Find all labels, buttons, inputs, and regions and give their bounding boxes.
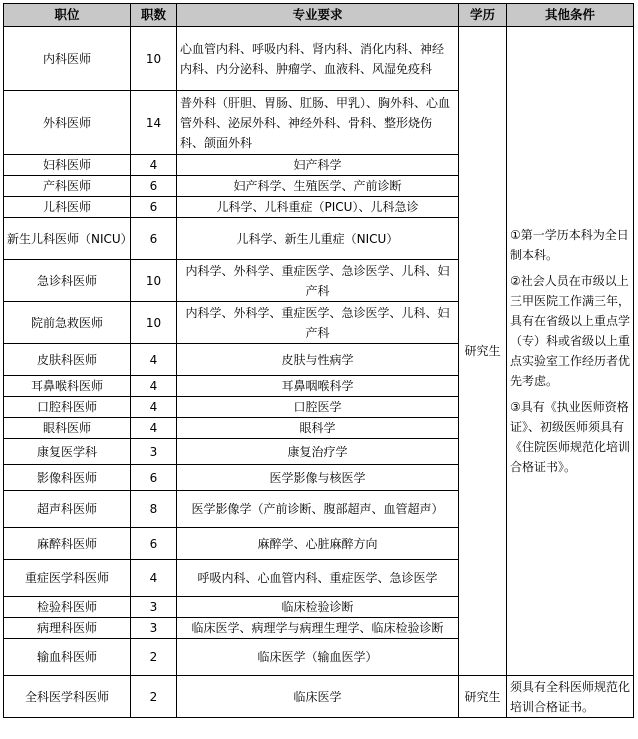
count-cell: 6 — [131, 465, 177, 491]
major-cell: 儿科学、新生儿重症（NICU） — [177, 218, 459, 260]
header-count: 职数 — [131, 4, 177, 27]
major-cell: 儿科学、儿科重症（PICU）、儿科急诊 — [177, 197, 459, 218]
major-cell: 耳鼻咽喉科学 — [177, 376, 459, 397]
count-cell: 10 — [131, 27, 177, 91]
major-cell: 内科学、外科学、重症医学、急诊医学、儿科、妇产科 — [177, 302, 459, 344]
position-cell: 麻醉科医师 — [4, 528, 131, 560]
condition-item: ③具有《执业医师资格证》、初级医师须具有《住院医师规范化培训合格证书》。 — [510, 400, 631, 474]
position-cell: 重症医学科医师 — [4, 560, 131, 597]
major-cell: 医学影像学（产前诊断、腹部超声、血管超声） — [177, 491, 459, 528]
position-cell: 产科医师 — [4, 176, 131, 197]
count-cell: 10 — [131, 302, 177, 344]
position-cell: 妇科医师 — [4, 155, 131, 176]
position-cell: 院前急救医师 — [4, 302, 131, 344]
position-cell: 皮肤科医师 — [4, 344, 131, 376]
count-cell: 4 — [131, 560, 177, 597]
position-cell: 检验科医师 — [4, 597, 131, 618]
condition-item: ②社会人员在市级以上三甲医院工作满三年，具有在省级以上重点学（专）科或省级以上重点实验室工作经历者优先考虑。 — [510, 274, 631, 388]
count-cell: 4 — [131, 397, 177, 418]
position-cell: 耳鼻喉科医师 — [4, 376, 131, 397]
count-cell: 3 — [131, 618, 177, 639]
position-cell: 外科医师 — [4, 91, 131, 155]
count-cell: 4 — [131, 418, 177, 439]
major-cell: 眼科学 — [177, 418, 459, 439]
major-cell: 普外科（肝胆、胃肠、肛肠、甲乳）、胸外科、心血管外科、泌尿外科、神经外科、骨科、整形烧伤科、颌面外科 — [177, 91, 459, 155]
header-row — [4, 4, 634, 27]
table-row — [4, 676, 634, 718]
position-cell: 影像科医师 — [4, 465, 131, 491]
header-conditions: 其他条件 — [507, 4, 634, 27]
count-cell: 6 — [131, 176, 177, 197]
position-cell: 新生儿科医师（NICU） — [4, 218, 131, 260]
major-cell: 临床医学（输血医学） — [177, 639, 459, 676]
count-cell: 4 — [131, 376, 177, 397]
count-cell: 2 — [131, 639, 177, 676]
position-cell: 口腔科医师 — [4, 397, 131, 418]
major-cell: 临床医学 — [177, 676, 459, 718]
count-cell: 4 — [131, 344, 177, 376]
count-cell: 10 — [131, 260, 177, 302]
header-education: 学历 — [459, 4, 507, 27]
major-cell: 临床检验诊断 — [177, 597, 459, 618]
major-cell: 心血管内科、呼吸内科、肾内科、消化内科、神经内科、内分泌科、肿瘤学、血液科、风湿免疫科 — [177, 27, 459, 91]
position-cell: 病理科医师 — [4, 618, 131, 639]
conditions-cell: 须具有全科医师规范化培训合格证书。 — [507, 676, 634, 718]
count-cell: 8 — [131, 491, 177, 528]
recruitment-table — [3, 3, 634, 718]
position-cell: 急诊科医师 — [4, 260, 131, 302]
position-cell: 全科医学科医师 — [4, 676, 131, 718]
count-cell: 4 — [131, 155, 177, 176]
position-cell: 输血科医师 — [4, 639, 131, 676]
count-cell: 6 — [131, 218, 177, 260]
major-cell: 妇产科学 — [177, 155, 459, 176]
count-cell: 6 — [131, 528, 177, 560]
condition-item: ①第一学历本科为全日制本科。 — [510, 228, 629, 262]
education-cell: 研究生 — [459, 676, 507, 718]
count-cell: 2 — [131, 676, 177, 718]
position-cell: 内科医师 — [4, 27, 131, 91]
header-major: 专业要求 — [177, 4, 459, 27]
count-cell: 3 — [131, 439, 177, 465]
major-cell: 麻醉学、心脏麻醉方向 — [177, 528, 459, 560]
major-cell: 呼吸内科、心血管内科、重症医学、急诊医学 — [177, 560, 459, 597]
position-cell: 超声科医师 — [4, 491, 131, 528]
position-cell: 康复医学科 — [4, 439, 131, 465]
count-cell: 14 — [131, 91, 177, 155]
major-cell: 口腔医学 — [177, 397, 459, 418]
major-cell: 康复治疗学 — [177, 439, 459, 465]
major-cell: 医学影像与核医学 — [177, 465, 459, 491]
table-row — [4, 27, 634, 91]
header-position: 职位 — [4, 4, 131, 27]
conditions-cell — [507, 27, 634, 676]
major-cell: 妇产科学、生殖医学、产前诊断 — [177, 176, 459, 197]
count-cell: 3 — [131, 597, 177, 618]
major-cell: 皮肤与性病学 — [177, 344, 459, 376]
education-cell: 研究生 — [459, 27, 507, 676]
count-cell: 6 — [131, 197, 177, 218]
position-cell: 儿科医师 — [4, 197, 131, 218]
major-cell: 临床医学、病理学与病理生理学、临床检验诊断 — [177, 618, 459, 639]
position-cell: 眼科医师 — [4, 418, 131, 439]
major-cell: 内科学、外科学、重症医学、急诊医学、儿科、妇产科 — [177, 260, 459, 302]
